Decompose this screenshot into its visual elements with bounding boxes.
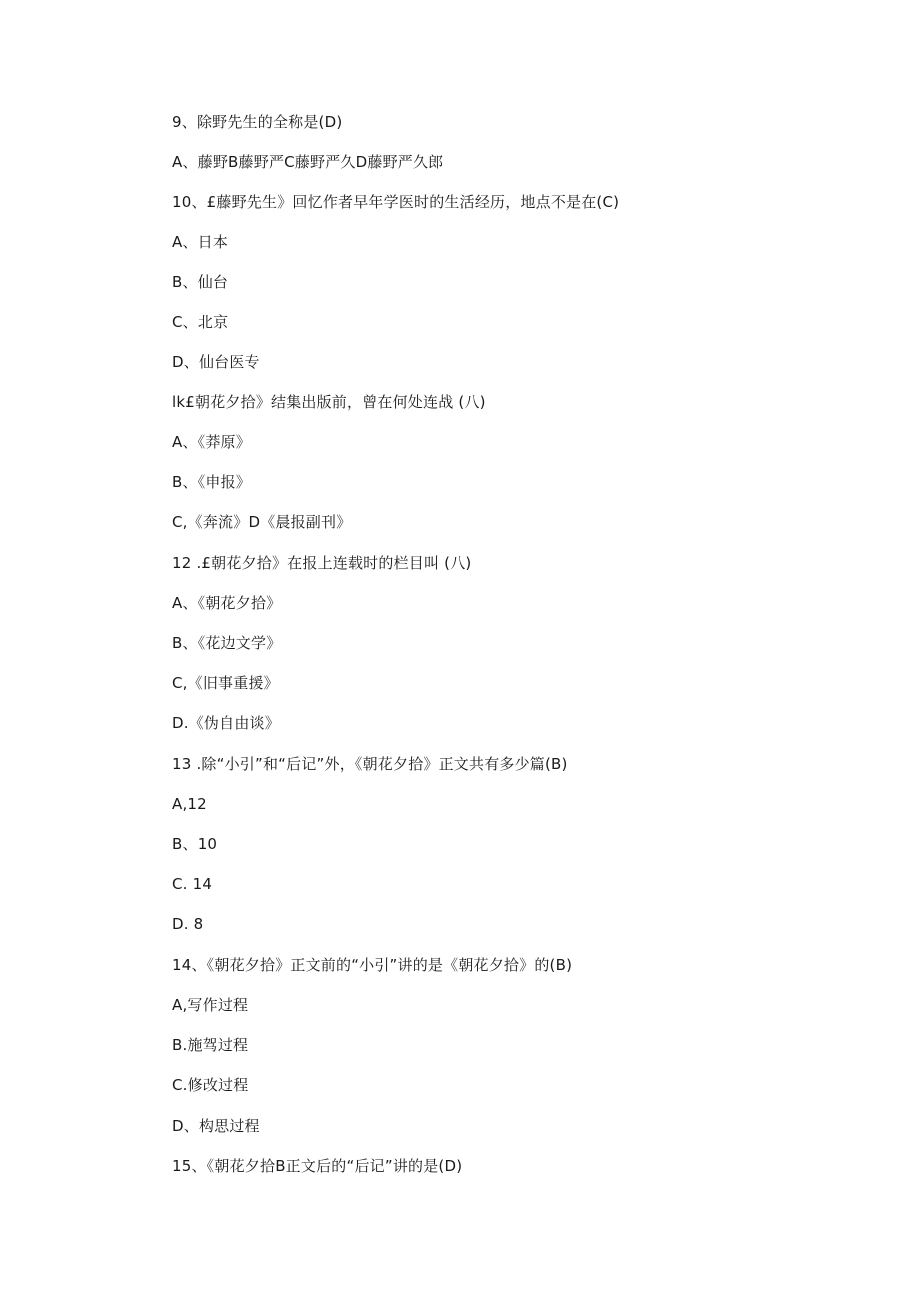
question-14-option-c: C.修改过程 xyxy=(172,1076,249,1094)
question-11-option-b: B、《申报》 xyxy=(172,473,251,491)
question-9-text: 9、除野先生的全称是(D) xyxy=(172,113,343,131)
question-10-option-c: C、北京 xyxy=(172,313,229,331)
question-12-option-b: B、《花边文学》 xyxy=(172,634,282,652)
question-11-options-c-d: C,《奔流》D《晨报副刊》 xyxy=(172,513,352,531)
question-12-option-d: D.《伪自由谈》 xyxy=(172,714,280,732)
question-15-text: 15、《朝花夕拾B正文后的“后记”讲的是(D) xyxy=(172,1157,463,1175)
question-14-option-d: D、构思过程 xyxy=(172,1117,260,1135)
question-13-text: 13 .除“小引”和“后记”外，《朝花夕拾》正文共有多少篇(B) xyxy=(172,755,568,773)
question-14-option-a: A,写作过程 xyxy=(172,996,249,1014)
question-14-text: 14、《朝花夕拾》正文前的“小引”讲的是《朝花夕拾》的(B) xyxy=(172,956,573,974)
question-12-option-a: A、《朝花夕拾》 xyxy=(172,594,282,612)
question-13-option-c: C. 14 xyxy=(172,875,213,893)
question-11-text: lk£朝花夕拾》结集出版前，曾在何处连战 (八) xyxy=(172,393,486,411)
question-10-option-d: D、仙台医专 xyxy=(172,353,260,371)
question-10-option-b: B、仙台 xyxy=(172,273,229,291)
question-9-options: A、藤野B藤野严C藤野严久D藤野严久郎 xyxy=(172,153,444,171)
question-13-option-b: B、10 xyxy=(172,835,218,853)
question-12-text: 12 .£朝花夕拾》在报上连载时的栏目叫 (八) xyxy=(172,554,472,572)
question-13-option-d: D. 8 xyxy=(172,915,204,933)
question-14-option-b: B.施驾过程 xyxy=(172,1036,249,1054)
question-12-option-c: C,《旧事重援》 xyxy=(172,674,279,692)
question-11-option-a: A、《莽原》 xyxy=(172,433,251,451)
question-13-option-a: A,12 xyxy=(172,795,207,813)
question-10-option-a: A、日本 xyxy=(172,233,229,251)
question-10-text: 10、£藤野先生》回忆作者早年学医时的生活经历，地点不是在(C) xyxy=(172,193,620,211)
